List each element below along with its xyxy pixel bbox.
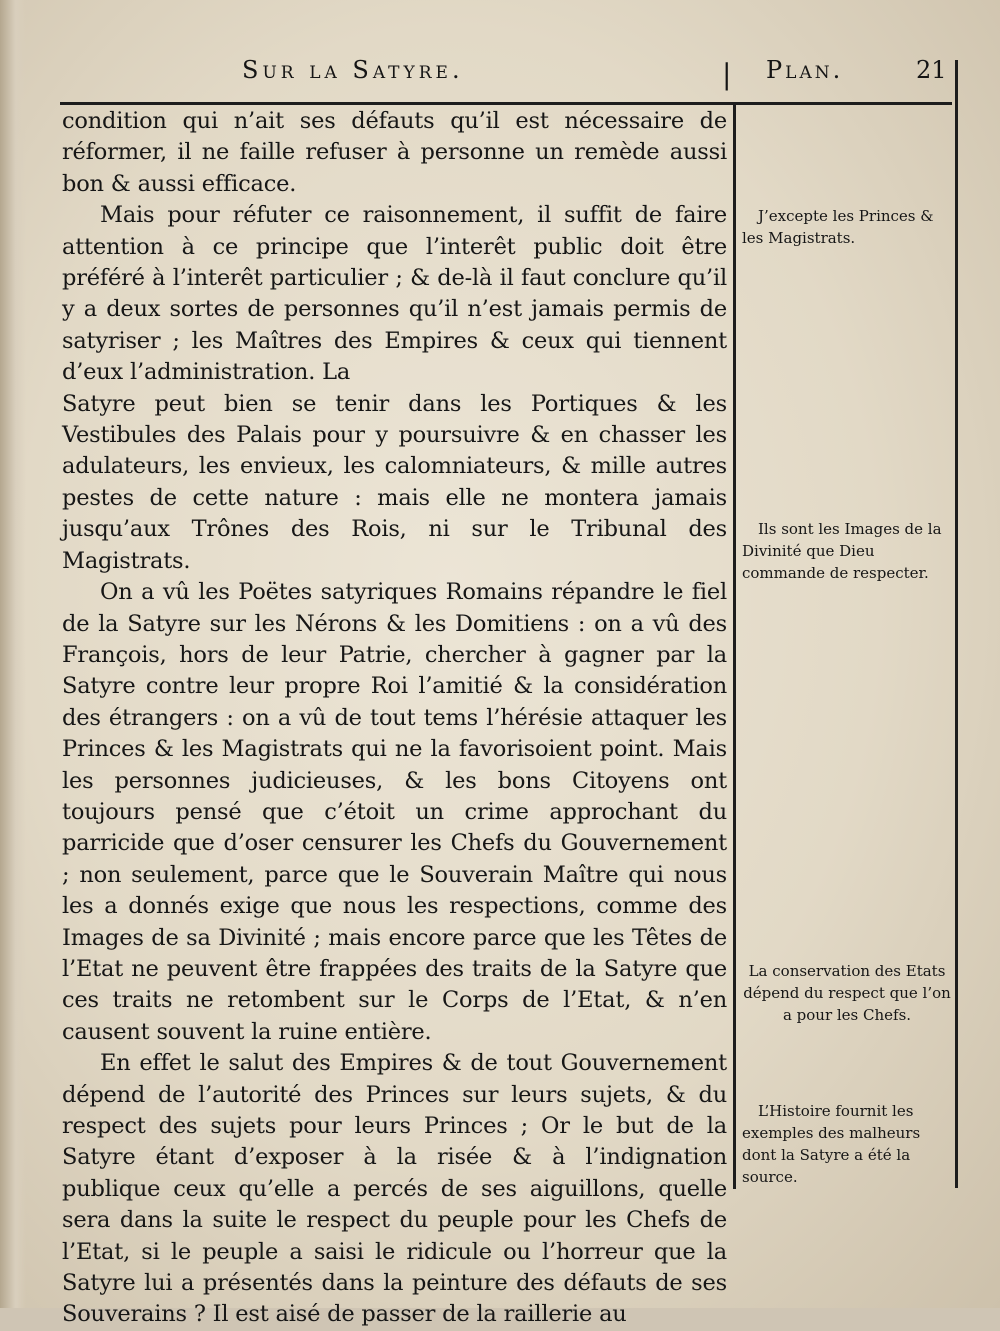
page-number: 21 <box>916 56 947 84</box>
margin-note-conservation: La conservation des Etats dépend du respect que l’on a pour les Chefs. <box>743 962 951 1024</box>
column-divider-rule <box>733 104 736 1189</box>
plan-label: Plan. <box>766 56 844 84</box>
page-gutter-shadow <box>0 0 26 1308</box>
header-divider: | <box>722 58 732 91</box>
margin-note-images: Ils sont les Images de la Divinité que Dieu commande de respecter. <box>742 520 942 582</box>
paragraph-continued: condition qui n’ait ses défauts qu’il est nécessaire de réformer, il ne faille refuser à personne un remède aussi bon & aussi efficace. <box>62 108 727 197</box>
page-header <box>60 54 960 94</box>
paragraph-satyre-limits: Satyre peut bien se tenir dans les Portiques & les Vestibules des Palais pour y poursuivre & en chasser les adulateurs, les envieux, les calomniateurs, & mille autres pestes de cette nature : mais elle ne montera jamais jusqu’aux Trônes des Rois, ni sur le Tribunal des Magistrats. <box>62 390 727 574</box>
main-text-column <box>62 106 727 1331</box>
margin-note-histoire: L’Histoire fournit les exemples des malheurs dont la Satyre a été la source. <box>742 1102 921 1186</box>
running-title: Sur la Satyre. <box>242 56 464 84</box>
margin-note-princes: J’excepte les Princes & les Magistrats. <box>742 207 934 247</box>
header-rule <box>60 102 952 105</box>
margin-right-rule <box>955 60 958 1188</box>
paragraph-consequences: En effet le salut des Empires & de tout Gouvernement dépend de l’autorité des Princes sur leurs sujets, & du respect des sujets pour leurs Princes ; Or le but de la Satyre étant d’exposer à la risée & à l’indignation publique ceux qu’elle a percés de ses aiguillons, quelle sera dans la suite le respect du peuple pour les Chefs de l’Etat, si le peuple a saisi le ridicule ou l’horreur que la Satyre lui a présentés dans la peinture des défauts de ses Souverains ? Il est aisé de passer de la raillerie au <box>62 1050 727 1328</box>
paragraph-examples: On a vû les Poëtes satyriques Romains répandre le fiel de la Satyre sur les Nérons & les Domitiens : on a vû des François, hors de leur Patrie, chercher à gagner par la Satyre contre leur propre Roi l’amitié & la considération des étrangers : on a vû de tout tems l’hérésie attaquer les Princes & les Magistrats qui ne la favorisoient point. Mais les personnes judicieuses, & les bons Citoyens ont toujours pensé que c’étoit un crime approchant du parricide que d’oser censurer les Chefs du Gouvernement ; non seulement, parce que le Souverain Maître qui nous les a donnés exige que nous les respections, comme des Images de sa Divinité ; mais encore parce que les Têtes de l’Etat ne peuvent être frappées des traits de la Satyre que ces traits ne retombent sur le Corps de l’Etat, & n’en causent souvent la ruine entière. <box>62 579 727 1045</box>
paragraph-refutation: Mais pour réfuter ce raisonnement, il suffit de faire attention à ce principe que l’interêt public doit être préféré à l’interêt particulier ; & de-là il faut conclure qu’il y a deux sortes de personnes qu’il n’est jamais permis de satyriser ; les Maîtres des Empires & ceux qui tiennent d’eux l’administration. La <box>62 202 727 386</box>
